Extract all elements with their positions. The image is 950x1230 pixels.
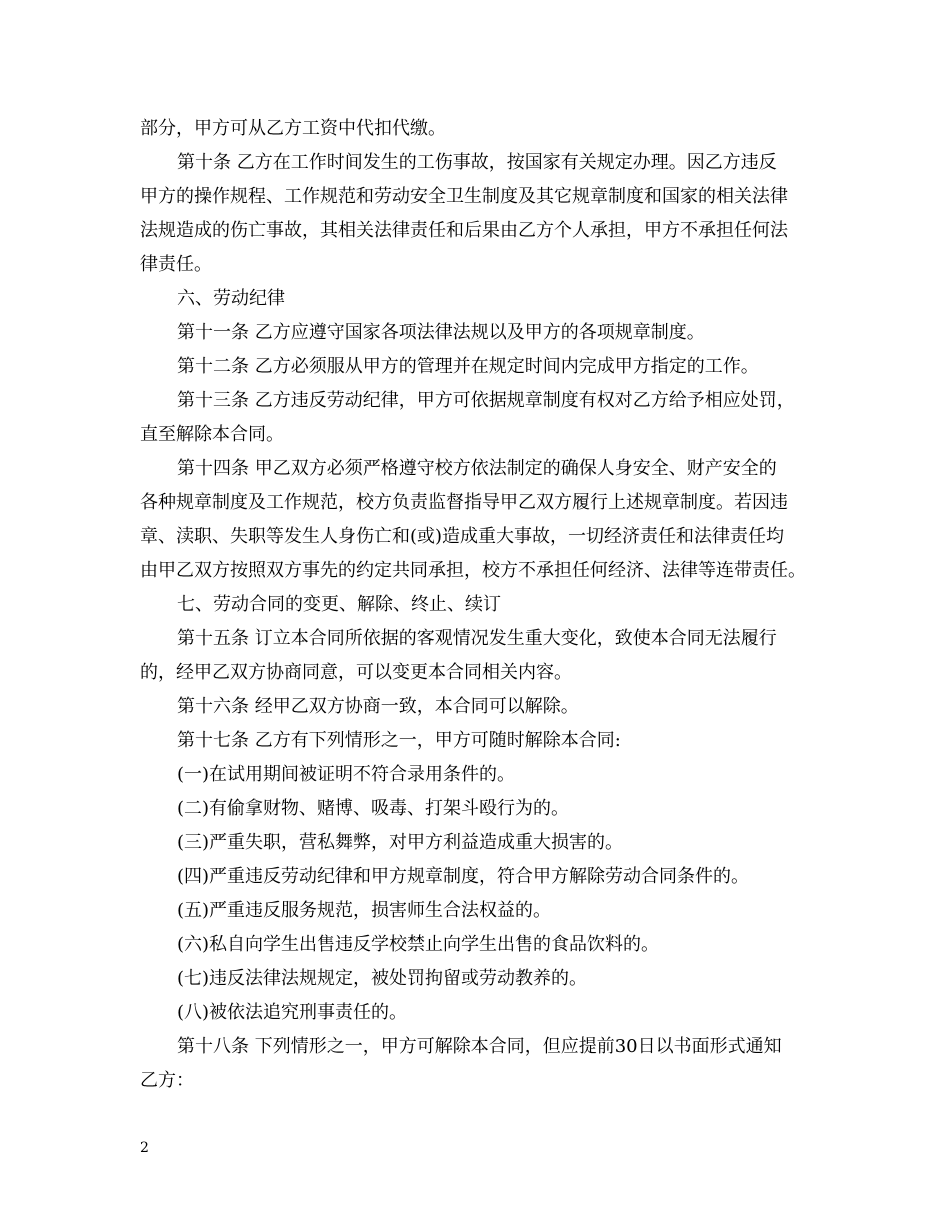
text-line: 第十条 乙方在工作时间发生的工伤事故，按国家有关规定办理。因乙方违反 [177,152,777,173]
text-line: 直至解除本合同。 [140,424,284,445]
text-line: (七)违反法律法规规定，被处罚拘留或劳动教养的。 [177,968,588,989]
text-line: 第十六条 经甲乙双方协商一致，本合同可以解除。 [177,696,579,717]
text-line: 第十二条 乙方必须服从甲方的管理并在规定时间内完成甲方指定的工作。 [177,356,759,377]
text-line: 由甲乙双方按照双方事先的约定共同承担，校方不承担任何经济、法律等连带责任。 [140,560,806,581]
text-line: 法规造成的伤亡事故，其相关法律责任和后果由乙方个人承担，甲方不承担任何法 [140,220,788,241]
text-line: (八)被依法追究刑事责任的。 [177,1002,408,1023]
text-line: 甲方的操作规程、工作规范和劳动安全卫生制度及其它规章制度和国家的相关法律 [140,186,788,207]
text-line: 章、渎职、失职等发生人身伤亡和(或)造成重大事故，一切经济责任和法律责任均 [140,526,785,547]
text-line: (四)严重违反劳动纪律和甲方规章制度，符合甲方解除劳动合同条件的。 [177,866,750,887]
text-line: 各种规章制度及工作规范，校方负责监督指导甲乙双方履行上述规章制度。若因违 [140,492,788,513]
text-line: 乙方： [140,1070,194,1091]
page-number: 2 [140,1140,149,1156]
text-line: 第十八条 下列情形之一，甲方可解除本合同，但应提前30日以书面形式通知 [177,1036,782,1057]
text-line: 六、劳动纪律 [177,288,285,309]
text-line: 律责任。 [140,254,212,275]
text-line: 部分，甲方可从乙方工资中代扣代缴。 [140,118,446,139]
text-line: 第十三条 乙方违反劳动纪律，甲方可依据规章制度有权对乙方给予相应处罚， [177,390,795,411]
text-line: (六)私自向学生出售违反学校禁止向学生出售的食品饮料的。 [177,934,660,955]
text-line: (一)在试用期间被证明不符合录用条件的。 [177,764,516,785]
document-body [140,112,830,1098]
text-line: 七、劳动合同的变更、解除、终止、续订 [177,594,501,615]
text-line: 的，经甲乙双方协商同意，可以变更本合同相关内容。 [140,662,572,683]
text-line: (三)严重失职，营私舞弊，对甲方利益造成重大损害的。 [177,832,624,853]
text-line: (二)有偷拿财物、赌博、吸毒、打架斗殴行为的。 [177,798,570,819]
text-line: 第十七条 乙方有下列情形之一，甲方可随时解除本合同: [177,730,621,751]
text-line: (五)严重违反服务规范，损害师生合法权益的。 [177,900,552,921]
text-line: 第十一条 乙方应遵守国家各项法律法规以及甲方的各项规章制度。 [177,322,705,343]
text-line: 第十四条 甲乙双方必须严格遵守校方依法制定的确保人身安全、财产安全的 [177,458,777,479]
text-line: 第十五条 订立本合同所依据的客观情况发生重大变化，致使本合同无法履行 [177,628,777,649]
